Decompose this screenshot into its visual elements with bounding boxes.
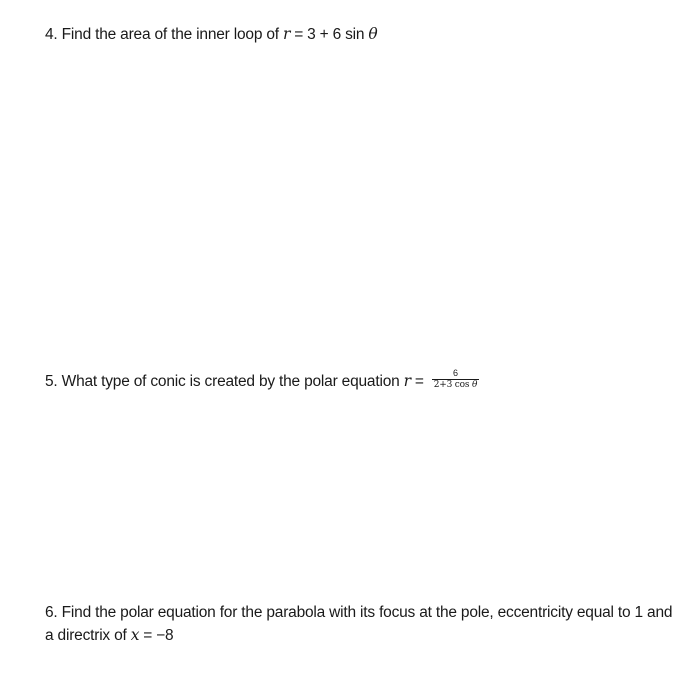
question-text: Find the area of the inner loop of: [61, 26, 279, 43]
equation-fraction: [432, 368, 479, 391]
equation-variable: r: [403, 372, 411, 390]
equation-rhs: 3 + 6 sin: [307, 26, 365, 43]
question-5: [45, 370, 479, 393]
equation-rhs: −8: [156, 627, 174, 644]
equation-theta: θ: [368, 25, 378, 43]
question-number: 6.: [45, 604, 58, 621]
fraction-numerator: 6: [432, 368, 479, 380]
equation-variable: r: [283, 25, 291, 43]
question-number: 5.: [45, 373, 58, 390]
equation-operator: =: [143, 627, 153, 644]
fraction-denominator: [432, 380, 479, 391]
denominator-expression: 2+3 cos: [433, 380, 470, 391]
equation-theta: θ: [471, 380, 478, 391]
question-text: What type of conic is created by the polar equation: [61, 373, 400, 390]
equation-variable: x: [130, 626, 140, 644]
question-number: 4.: [45, 26, 58, 43]
equation-operator: =: [294, 26, 304, 43]
equation-operator: =: [414, 373, 424, 390]
question-4: [45, 23, 378, 46]
question-6: [45, 602, 675, 647]
question-text: Find the polar equation for the parabola with its focus at the pole, eccentricity equal to 1 and a directrix of: [45, 604, 673, 644]
